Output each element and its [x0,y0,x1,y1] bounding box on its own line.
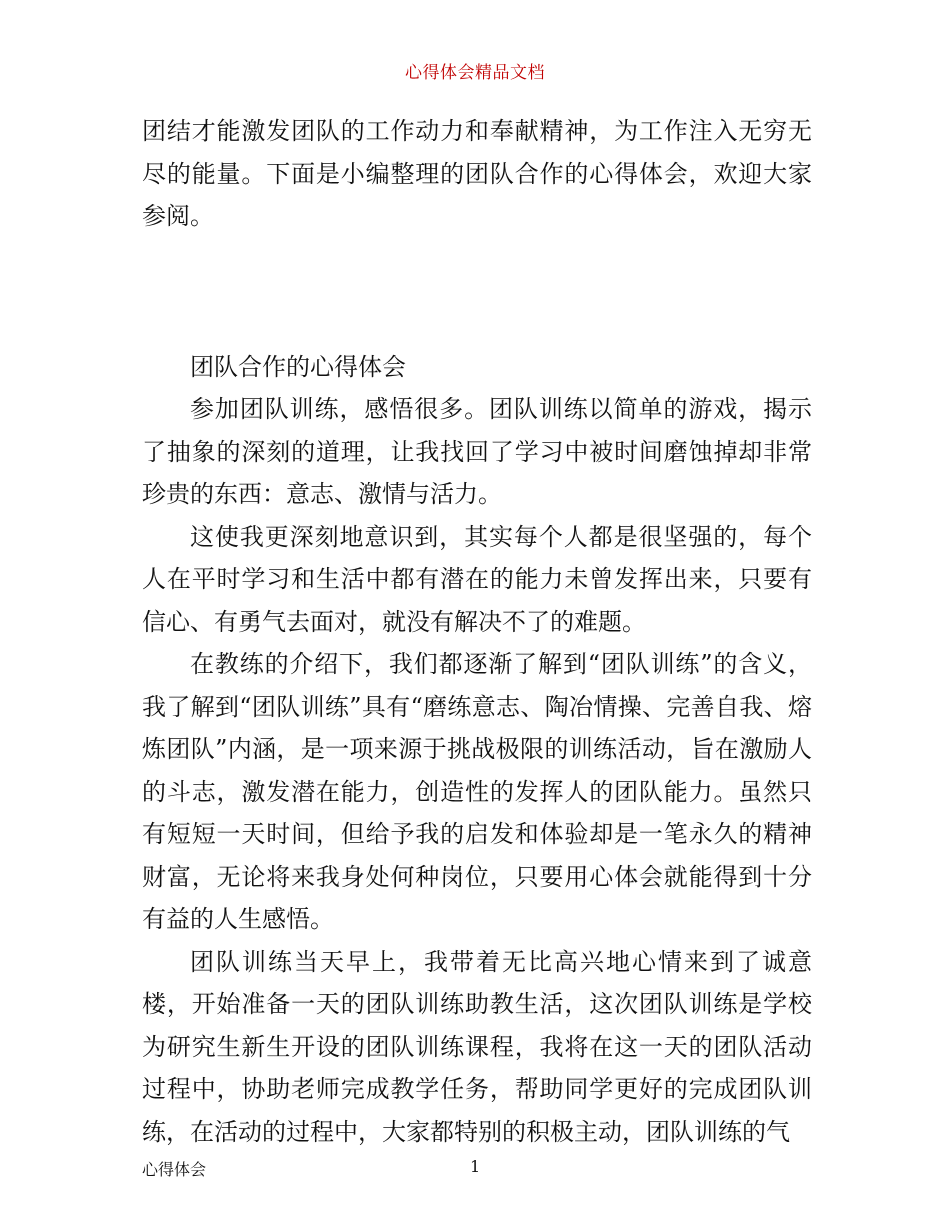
body-paragraph-1: 参加团队训练，感悟很多。团队训练以简单的游戏，揭示了抽象的深刻的道理，让我找回了学习中被时间磨蚀掉却非常珍贵的东西：意志、激情与活力。 [142,395,812,508]
intro-paragraph: 团结才能激发团队的工作动力和奉献精神，为工作注入无穷无尽的能量。下面是小编整理的团队合作的心得体会，欢迎大家参阅。 [142,117,812,230]
body-paragraph-4: 团队训练当天早上，我带着无比高兴地心情来到了诚意楼，开始准备一天的团队训练助教生活，这次团队训练是学校为研究生新生开设的团队训练课程，我将在这一天的团队活动过程中，协助老师完成教学任务，帮助同学更好的完成团队训练，在活动的过程中，大家都特别的积极主动，团队训练的气 [142,947,812,1146]
body-paragraph-2: 这使我更深刻地意识到，其实每个人都是很坚强的，每个人在平时学习和生活中都有潜在的能力未曾发挥出来，只要有信心、有勇气去面对，就没有解决不了的难题。 [142,522,812,636]
page-number: 1 [470,1157,481,1176]
document-header-title: 心得体会精品文档 [405,63,545,83]
footer-label: 心得体会 [142,1160,207,1179]
section-spacer [142,238,812,346]
body-paragraph-3: 在教练的介绍下，我们都逐渐了解到“团队训练”的含义，我了解到“团队训练”具有“磨练意志、陶冶情操、完善自我、熔炼团队”内涵，是一项来源于挑战极限的训练活动，旨在激励人的斗志，激发潜在能力，创造性的发挥人的团队能力。虽然只有短短一天时间，但给予我的启发和体验却是一笔永久的精神财富，无论将来我身处何种岗位，只要用心体会就能得到十分有益的人生感悟。 [142,650,812,933]
section-heading: 团队合作的心得体会 [190,352,406,381]
document-body [142,110,812,1153]
